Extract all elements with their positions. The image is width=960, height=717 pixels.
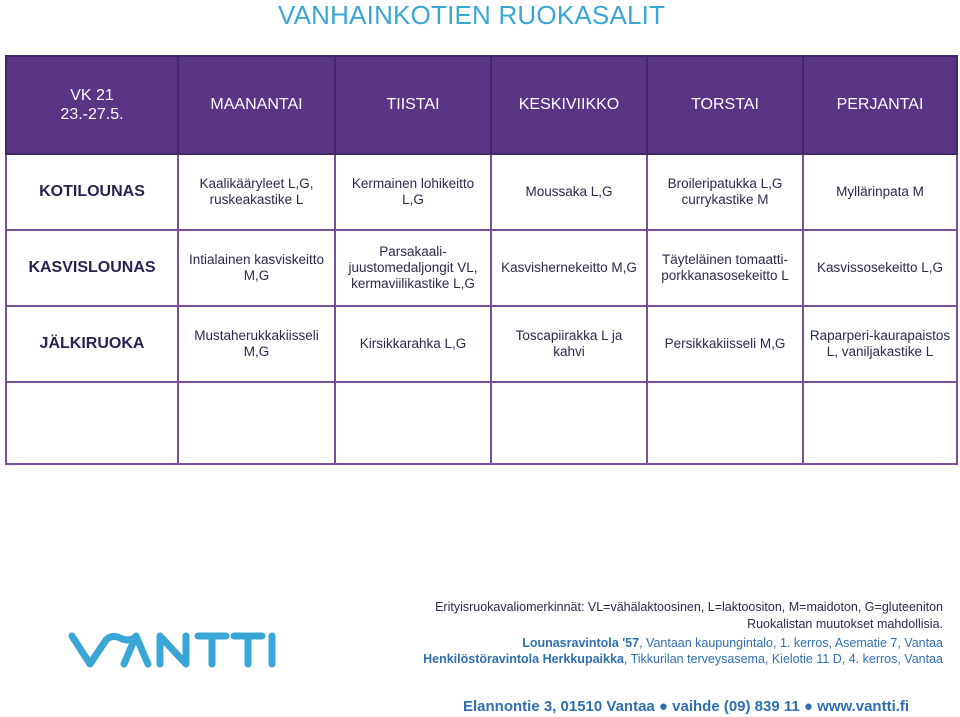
week-number: VK 21 [70, 87, 114, 104]
empty-cell [178, 382, 335, 464]
menu-row-jalkiruoka [6, 306, 957, 382]
week-dates: 23.-27.5. [60, 106, 124, 123]
empty-row [6, 382, 957, 464]
menu-cell: Kirsikkarahka L,G [335, 306, 491, 382]
week-cell [6, 56, 178, 154]
menu-row-kotilounas [6, 154, 957, 230]
restaurant-2-address: , Tikkurilan terveysasema, Kielotie 11 D, 4. kerros, Vantaa [623, 652, 943, 666]
menu-cell: Täyteläinen tomaatti- porkkanasosekeitto L [647, 230, 803, 306]
row-label: KOTILOUNAS [6, 154, 178, 230]
restaurant-1 [522, 636, 943, 650]
day-header: PERJANTAI [803, 56, 957, 154]
empty-cell [335, 382, 491, 464]
contact-address: Elannontie 3, 01510 Vantaa ● vaihde (09) 839 11 ● www.vantti.fi [463, 698, 910, 715]
menu-cell: Kaalikääryleet L,G, ruskeakastike L [178, 154, 335, 230]
menu-cell: Parsakaali- juustomedaljongit VL, kermaviilikastike L,G [335, 230, 491, 306]
empty-cell [491, 382, 647, 464]
restaurant-2-name: Henkilöstöravintola Herkkupaikka [423, 652, 624, 666]
restaurant-2 [423, 652, 943, 666]
menu-cell: Intialainen kasviskeitto M,G [178, 230, 335, 306]
day-header: MAANANTAI [178, 56, 335, 154]
empty-cell [803, 382, 957, 464]
diet-legend: Erityisruokavaliomerkinnät: VL=vähälaktoosinen, L=laktoositon, M=maidoton, G=gluteeniton [435, 600, 943, 614]
menu-cell: Kermainen lohikeitto L,G [335, 154, 491, 230]
row-label: KASVISLOUNAS [6, 230, 178, 306]
restaurant-1-address: , Vantaan kaupungintalo, 1. kerros, Asematie 7, Vantaa [639, 636, 943, 650]
menu-cell: Mustaherukkakiisseli M,G [178, 306, 335, 382]
menu-cell: Raparperi-kaurapaistos L, vaniljakastike L [803, 306, 957, 382]
menu-cell: Persikkakiisseli M,G [647, 306, 803, 382]
page-title: VANHAINKOTIEN RUOKASALIT [278, 0, 666, 30]
menu-cell: Broileripatukka L,G currykastike M [647, 154, 803, 230]
menu-cell: Moussaka L,G [491, 154, 647, 230]
row-label: JÄLKIRUOKA [6, 306, 178, 382]
day-header: KESKIVIIKKO [491, 56, 647, 154]
menu-row-kasvislounas [6, 230, 957, 306]
day-header: TIISTAI [335, 56, 491, 154]
menu-cell: Kasvishernekeitto M,G [491, 230, 647, 306]
vantti-logo-icon [66, 630, 278, 675]
menu-cell: Kasvissosekeitto L,G [803, 230, 957, 306]
menu-cell: Toscapiirakka L ja kahvi [491, 306, 647, 382]
header-row [6, 56, 957, 154]
changes-note: Ruokalistan muutokset mahdollisia. [747, 617, 943, 631]
empty-cell [647, 382, 803, 464]
empty-cell [6, 382, 178, 464]
menu-cell: Myllärinpata M [803, 154, 957, 230]
day-header: TORSTAI [647, 56, 803, 154]
menu-table [5, 55, 958, 465]
restaurant-1-name: Lounasravintola '57 [522, 636, 640, 650]
